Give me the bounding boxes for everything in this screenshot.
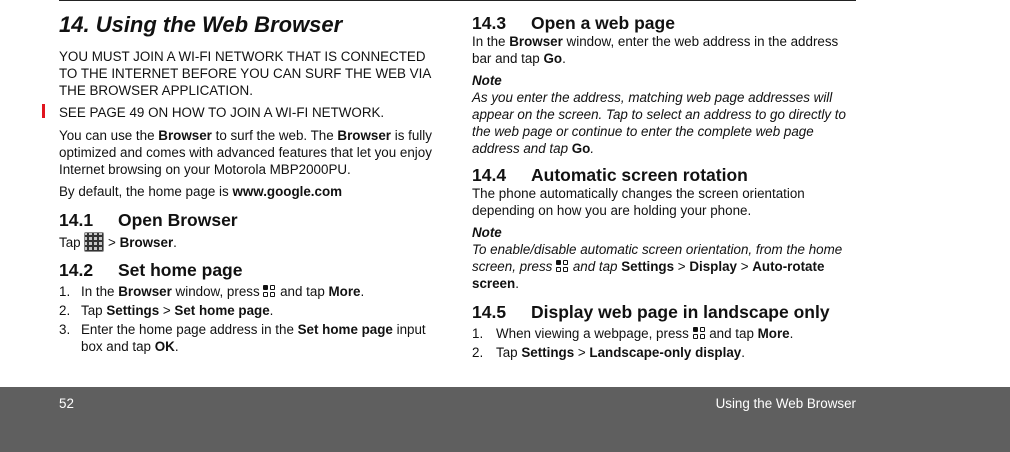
section-heading-set-home-page: 14.2 Set home page (59, 260, 243, 280)
page-footer (0, 387, 1010, 452)
screen-rotation-paragraph: The phone automatically changes the screen orientation depending on how you are holding your phone. (472, 186, 805, 218)
menu-key-icon (556, 260, 569, 273)
open-browser-instruction: Tap > Browser. (59, 232, 445, 252)
menu-key-icon (693, 327, 706, 340)
list-item: 1. When viewing a webpage, press and tap More. (472, 326, 794, 341)
chapter-title: 14. Using the Web Browser (59, 12, 343, 37)
open-web-page-paragraph: In the Browser window, enter the web address in the address bar and tap Go. (472, 34, 839, 66)
section-heading-open-browser: 14.1 Open Browser (59, 210, 238, 230)
default-home-paragraph: By default, the home page is www.google.com (59, 184, 343, 199)
intro-paragraph: You can use the Browser to surf the web. The Browser is fully optimized and comes with advanced features that let you enjoy Internet browsing on your Motorola MBP2000PU. (59, 128, 432, 177)
section-heading-landscape-only: 14.5 Display web page in landscape only (472, 302, 830, 322)
apps-grid-icon (84, 232, 104, 252)
set-home-page-steps (59, 283, 445, 355)
change-bar (42, 104, 45, 118)
screen-rotation-note: To enable/disable automatic screen orientation, from the home screen, press and tap Settings > Display > Auto-rotate screen. (472, 242, 843, 291)
page-number: 52 (59, 396, 74, 411)
list-item: 2. Tap Settings > Set home page. (59, 303, 274, 318)
landscape-steps (472, 325, 858, 361)
default-home-url: www.google.com (232, 184, 343, 199)
list-item: 1. In the Browser window, press and tap More. (59, 284, 365, 299)
menu-key-icon (263, 285, 276, 298)
footer-title: Using the Web Browser (715, 396, 856, 411)
note-label: Note (472, 225, 502, 240)
section-heading-screen-rotation: 14.4 Automatic screen rotation (472, 165, 748, 185)
section-heading-open-web-page: 14.3 Open a web page (472, 13, 675, 33)
list-item: 2. Tap Settings > Landscape-only display. (472, 345, 745, 360)
list-item: 3. Enter the home page address in the Set home page input box and tap OK. (59, 322, 426, 354)
open-web-page-note: As you enter the address, matching web page addresses will appear on the screen. Tap to select an address to go directly to the web page or continue to enter the complete web page address and tap Go. (472, 90, 846, 156)
top-rule (59, 0, 856, 1)
wifi-page-reference: SEE PAGE 49 ON HOW TO JOIN A WI-FI NETWORK. (59, 105, 385, 120)
note-label: Note (472, 73, 502, 88)
wifi-warning: YOU MUST JOIN A WI-FI NETWORK THAT IS CONNECTED TO THE INTERNET BEFORE YOU CAN SURF THE WEB VIA THE BROWSER APPLICATION. (59, 49, 431, 98)
